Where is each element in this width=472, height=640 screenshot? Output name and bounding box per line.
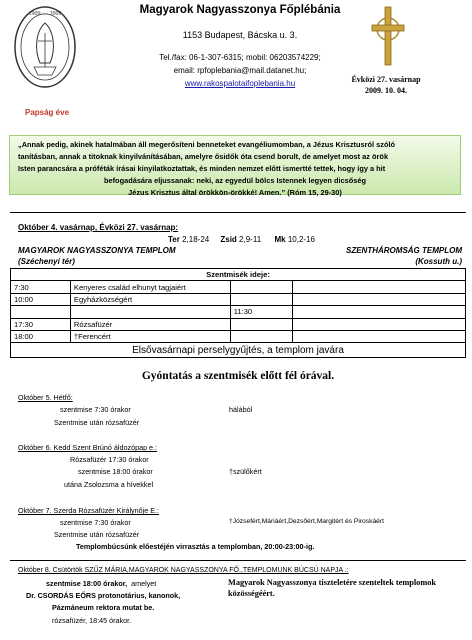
scripture-quote-box bbox=[9, 135, 461, 195]
wednesday-intention: †Józsefért,Máriáért,Dezsőért,Margitért és Piroskáért bbox=[229, 518, 384, 525]
collection-note: Elsővasárnapi perselygyűjtés, a templom javára bbox=[11, 343, 466, 358]
divider bbox=[10, 560, 466, 561]
monday-mass: szentmise 7:30 órakor bbox=[60, 405, 131, 414]
wednesday-title: Október 7. Szerda Rózsafüzér Királynője E.: bbox=[18, 506, 160, 515]
tuesday-rosary: Rózsafüzér 17:30 órakor bbox=[70, 455, 149, 464]
parish-seal-logo bbox=[12, 5, 78, 95]
table-row: 18:00 †Ferencért bbox=[11, 330, 466, 342]
table-row: 7:30 Kenyeres család elhunyt tagjaiért bbox=[11, 281, 466, 293]
parish-title: Magyarok Nagyasszonya Főplébánia bbox=[139, 4, 341, 16]
wednesday-rosary: Szentmise után rózsafüzér bbox=[54, 530, 140, 539]
quote-line: „Annak pedig, akinek hatalmában áll megerősíteni benneteket evangéliumomban, a Jézus Krisztusról szóló bbox=[18, 140, 396, 149]
bulletin-date: 2009. 10. 04. bbox=[365, 86, 407, 95]
table-row: 17:30 Rózsafüzér bbox=[11, 318, 466, 330]
thursday-intention: Magyarok Nagyasszonya tiszteletére szenteltek templomok közösségéért. bbox=[228, 578, 436, 598]
svg-text:1909 — 2009: 1909 — 2009 bbox=[28, 11, 62, 17]
sunday-title: Október 4. vasárnap, Évközi 27. vasárnap: bbox=[18, 223, 179, 232]
tuesday-mass: szentmise 18:00 órakor bbox=[78, 467, 153, 476]
thursday-rosary: rózsafüzér, 18:45 órakor. bbox=[52, 616, 132, 625]
church2-name: SZENTHÁROMSÁG TEMPLOM bbox=[346, 246, 462, 255]
wednesday-mass: szentmise 7:30 órakor bbox=[60, 518, 131, 527]
quote-line: Jézus Krisztus által örökkön-örökké! Amen.” (Róm 15, 29-30) bbox=[128, 188, 342, 197]
monday-intention: hálából bbox=[229, 405, 253, 414]
quote-line: Isten parancsára a próféták írásai kinyilatkoztattak, és minden nemzet előtt ismertté tettek, hogy így a hit bbox=[18, 164, 386, 173]
church1-location: (Széchenyi tér) bbox=[18, 257, 75, 266]
contact-phone: Tel./fax: 06-1-307-6315; mobil: 06203574229; bbox=[159, 53, 321, 62]
pope-year-label: Papság éve bbox=[24, 108, 70, 117]
quote-line: befogadására eljussanak: neki, az egyedül bölcs Istennek legyen dicsőség bbox=[103, 176, 367, 185]
table-row: 11:30 bbox=[11, 306, 466, 318]
divider bbox=[10, 212, 466, 213]
monday-rosary: Szentmise után rózsafüzér bbox=[54, 418, 140, 427]
quote-line: tanításban, annak a titoknak kinyilvánításában, amelyre ősidők óta csend borult, de amelyet most az örök bbox=[18, 152, 389, 161]
church2-location: (Kossuth u.) bbox=[415, 257, 462, 266]
parish-address: 1153 Budapest, Bácska u. 3. bbox=[182, 30, 298, 40]
thursday-mass: szentmise 18:00 órakor, amelyet bbox=[46, 579, 157, 588]
church1-name: MAGYAROK NAGYASSZONYA TEMPLOM bbox=[18, 246, 176, 255]
monday-title: Október 5. Hétfő: bbox=[18, 393, 73, 402]
thursday-title: Október 8. Csütörtök SZŰZ MÁRIA,MAGYAROK NAGYASSZONYA FŐ.,TEMPLOMUNK BÚCSÚ NAPJA .: bbox=[18, 567, 349, 574]
wednesday-vigil: Templombúcsúnk előestéjén virrasztás a templomban, 20:00-23:00-ig. bbox=[76, 542, 315, 551]
tuesday-intention: †szülőkért bbox=[229, 467, 262, 476]
table-footer-row bbox=[11, 343, 466, 358]
website-link[interactable]: www.rakospalotaifoplebania.hu bbox=[184, 79, 296, 88]
contact-email[interactable]: email: rpfoplebania@mail.datanet.hu; bbox=[173, 66, 307, 75]
liturgical-day: Évközi 27. vasárnap bbox=[351, 75, 421, 84]
table-header: Szentmisék ideje: bbox=[11, 269, 466, 281]
thursday-celebrant: Dr. CSORDÁS EŐRS protonotárius, kanonok, bbox=[26, 591, 181, 600]
mass-schedule-table bbox=[10, 268, 466, 358]
readings: Ter 2,18-24 Zsid 2,9-11 Mk 10,2-16 bbox=[168, 235, 315, 244]
thursday-celebrant-title: Pázmáneum rektora mutat be. bbox=[52, 603, 155, 612]
tuesday-vespers: utána Zsolozsma a hívekkel bbox=[64, 480, 154, 489]
table-row: 10:00 Egyházközségért bbox=[11, 293, 466, 305]
tuesday-title: Október 6. Kedd Szent Brúnó áldozópap e.: bbox=[18, 443, 158, 452]
table-header-row bbox=[11, 269, 466, 281]
confession-note: Gyóntatás a szentmisék előtt fél órával. bbox=[141, 370, 335, 382]
